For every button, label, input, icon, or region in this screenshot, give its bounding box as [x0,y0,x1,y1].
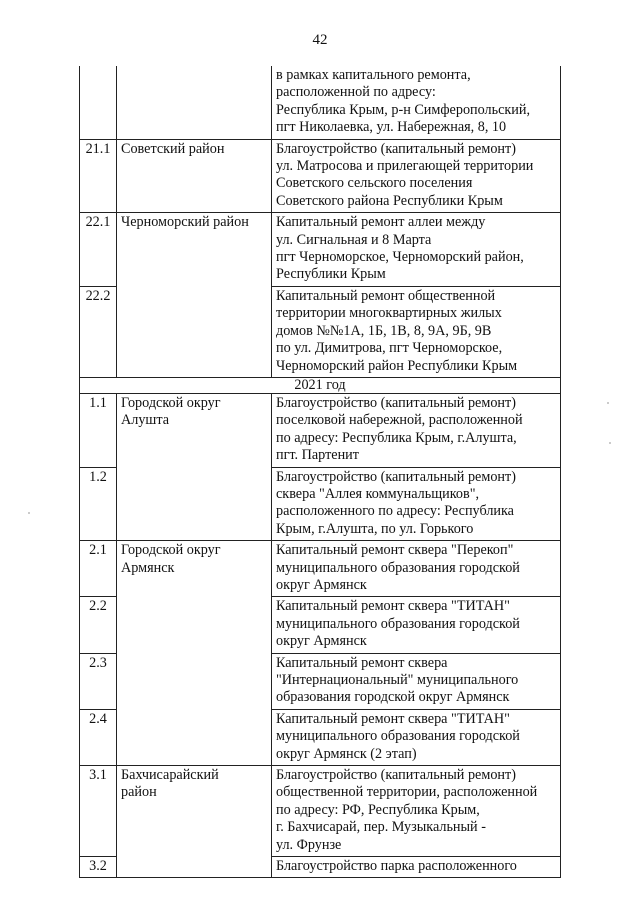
scan-speck [609,442,611,444]
projects-table [79,66,561,878]
row-number: 22.1 [80,213,117,287]
row-description: Капитальный ремонт сквера "ТИТАН" муниципального образования городской округ Армянск [272,597,561,653]
row-description: Капитальный ремонт сквера "Перекоп" муниципального образования городской округ Армянск [272,541,561,597]
table-row [80,467,561,541]
row-number: 3.2 [80,857,117,878]
row-district [117,467,272,541]
row-description: Благоустройство (капитальный ремонт) поселковой набережной, расположенной по адресу: Республика Крым, г.Алушта, пгт. Партенит [272,393,561,467]
table-row [80,393,561,467]
row-district [117,857,272,878]
table-row [80,597,561,653]
table-row [80,857,561,878]
row-district: Советский район [117,139,272,213]
row-district [117,653,272,709]
row-number: 2.3 [80,653,117,709]
row-description: Благоустройство (капитальный ремонт) общественной территории, расположенной по адресу: РФ, Республика Крым, г. Бахчисарай, пер. Музыкальный - ул. Фрунзе [272,766,561,857]
row-number [80,66,117,139]
year-row [80,377,561,393]
row-description: Благоустройство парка расположенного [272,857,561,878]
scan-speck [28,512,30,514]
row-description: в рамках капитального ремонта, расположенной по адресу: Республика Крым, р-н Симферопольский, пгт Николаевка, ул. Набережная, 8, 10 [272,66,561,139]
row-district [117,286,272,377]
row-district [117,66,272,139]
row-district: Черноморский район [117,213,272,287]
row-description: Благоустройство (капитальный ремонт) сквера "Аллея коммунальщиков", расположенного по адресу: Республика Крым, г.Алушта, по ул. Горького [272,467,561,541]
row-district: Городской округ Армянск [117,541,272,597]
table-row [80,213,561,287]
row-description: Капитальный ремонт общественной территории многоквартирных жилых домов №№1А, 1Б, 1В, 8, 9А, 9Б, 9В по ул. Димитрова, пгт Черноморское, Черноморский район Республики Крым [272,286,561,377]
row-number: 2.4 [80,709,117,765]
row-number: 2.1 [80,541,117,597]
table-row [80,766,561,857]
row-district: Бахчисарайский район [117,766,272,857]
table-row [80,139,561,213]
row-district [117,597,272,653]
row-number: 1.1 [80,393,117,467]
table-row [80,709,561,765]
row-number: 2.2 [80,597,117,653]
table-row [80,66,561,139]
row-description: Капитальный ремонт сквера "ТИТАН" муниципального образования городской округ Армянск (2 этап) [272,709,561,765]
table-row [80,541,561,597]
row-district: Городской округ Алушта [117,393,272,467]
row-number: 22.2 [80,286,117,377]
row-district [117,709,272,765]
scan-speck [607,402,609,404]
year-heading: 2021 год [80,377,561,393]
row-number: 3.1 [80,766,117,857]
row-number: 21.1 [80,139,117,213]
page-number: 42 [312,32,328,48]
row-description: Капитальный ремонт сквера "Интернациональный" муниципального образования городской округ Армянск [272,653,561,709]
row-number: 1.2 [80,467,117,541]
table-row [80,653,561,709]
row-description: Капитальный ремонт аллеи между ул. Сигнальная и 8 Марта пгт Черноморское, Черноморский район, Республики Крым [272,213,561,287]
row-description: Благоустройство (капитальный ремонт) ул. Матросова и прилегающей территории Советского сельского поселения Советского района Республики Крым [272,139,561,213]
table-row [80,286,561,377]
